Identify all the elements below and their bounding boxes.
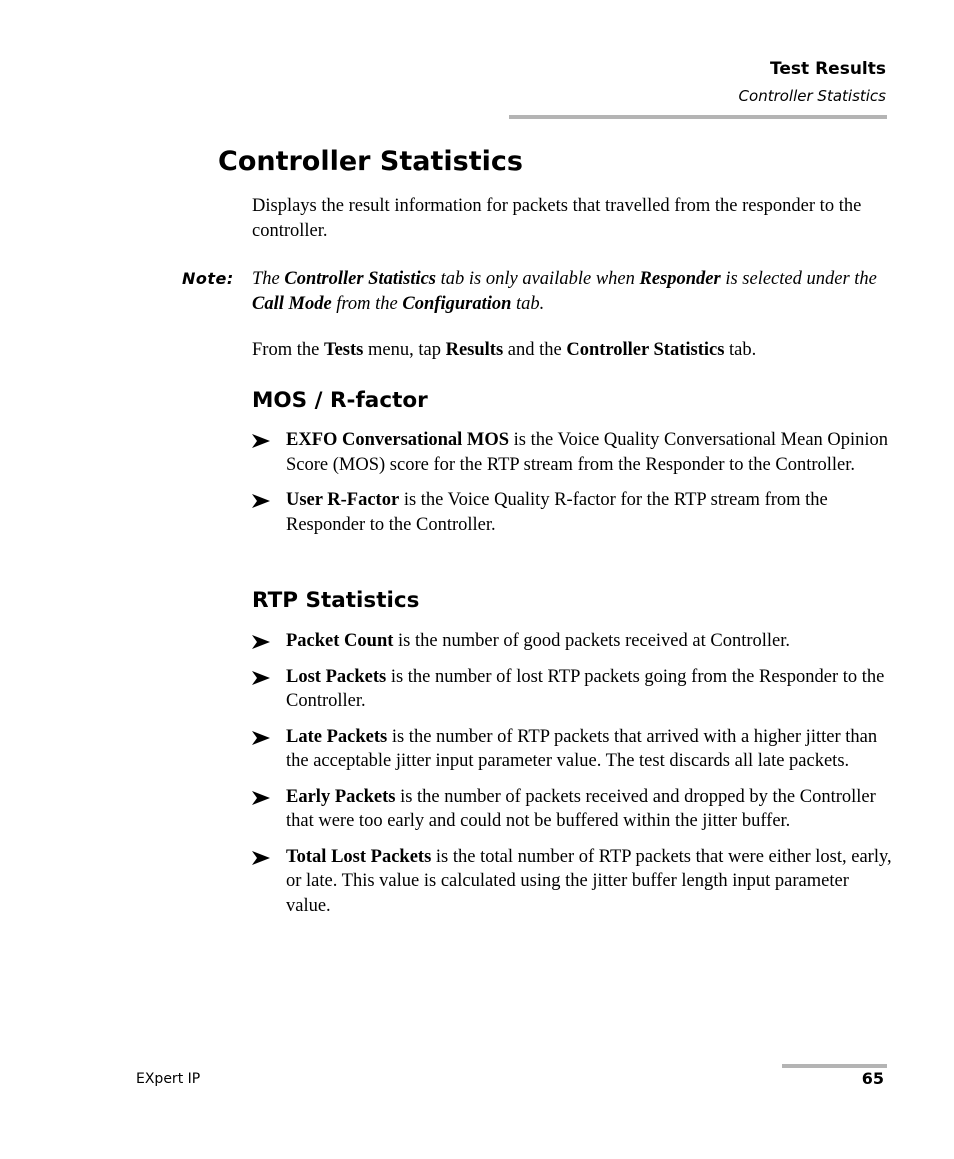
list-item: Early Packets is the number of packets received and dropped by the Controller that were too early and could not be buffered within the jitter buffer.	[252, 785, 892, 834]
header-rule	[509, 115, 887, 119]
page-number: 65	[861, 1069, 884, 1088]
footer-product-name: EXpert IP	[136, 1071, 201, 1087]
page-title: Controller Statistics	[218, 146, 523, 177]
running-header-chapter: Test Results	[770, 59, 886, 79]
note-label: Note:	[182, 269, 234, 288]
section-heading-rtp: RTP Statistics	[252, 588, 420, 613]
arrow-bullet-icon	[252, 791, 270, 805]
list-item: EXFO Conversational MOS is the Voice Quality Conversational Mean Opinion Score (MOS) score for the RTP stream from the Responder to the Controller.	[252, 428, 892, 477]
list-item: Lost Packets is the number of lost RTP packets going from the Responder to the Controller.	[252, 665, 892, 714]
intro-paragraph: Displays the result information for packets that travelled from the responder to the controller.	[252, 196, 862, 241]
rtp-bullet-list	[252, 629, 892, 929]
arrow-bullet-icon	[252, 851, 270, 865]
list-item: Total Lost Packets is the total number of RTP packets that were either lost, early, or late. This value is calculated using the jitter buffer length input parameter value.	[252, 845, 892, 919]
arrow-bullet-icon	[252, 635, 270, 649]
instruction-paragraph: From the Tests menu, tap Results and the Controller Statistics tab.	[252, 340, 757, 360]
list-item: Packet Count is the number of good packets received at Controller.	[252, 629, 892, 654]
running-header	[739, 58, 886, 106]
footer-rule	[782, 1064, 887, 1068]
note-text: The Controller Statistics tab is only available when Responder is selected under the Call Mode from the Configuration tab.	[252, 269, 877, 314]
section-heading-mos: MOS / R-factor	[252, 388, 428, 413]
list-item: User R-Factor is the Voice Quality R-factor for the RTP stream from the Responder to the Controller.	[252, 488, 892, 537]
arrow-bullet-icon	[252, 434, 270, 448]
mos-bullet-list	[252, 428, 892, 548]
list-item: Late Packets is the number of RTP packets that arrived with a higher jitter than the acceptable jitter input parameter value. The test discards all late packets.	[252, 725, 892, 774]
arrow-bullet-icon	[252, 671, 270, 685]
running-header-section: Controller Statistics	[738, 87, 886, 105]
arrow-bullet-icon	[252, 494, 270, 508]
arrow-bullet-icon	[252, 731, 270, 745]
